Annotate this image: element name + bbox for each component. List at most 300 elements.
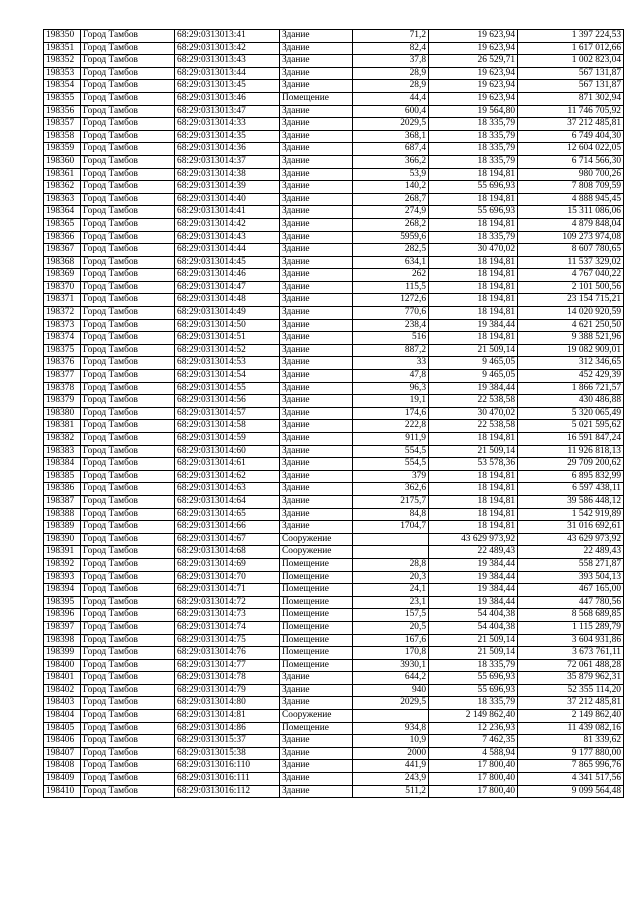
cell-object-type: Здание [280,735,353,748]
cell-row-number: 198403 [44,697,81,710]
cell-cadastral-value: 37 212 485,81 [518,697,624,710]
cell-area: 24,1 [353,584,429,597]
cell-row-number: 198394 [44,584,81,597]
table-row [44,307,624,320]
table-row [44,168,624,181]
cell-specific-value: 26 529,71 [429,55,518,68]
cell-cadastral-value: 81 339,62 [518,735,624,748]
cell-object-type: Помещение [280,92,353,105]
cell-locality: Город Тамбов [81,231,175,244]
table-row [44,546,624,559]
cell-row-number: 198401 [44,672,81,685]
cell-object-type: Помещение [280,596,353,609]
cell-area: 170,8 [353,647,429,660]
cell-object-type: Помещение [280,571,353,584]
cell-object-type: Здание [280,344,353,357]
cell-row-number: 198373 [44,319,81,332]
cell-row-number: 198365 [44,218,81,231]
cell-cadastral-number: 68:29:0313014:69 [175,558,280,571]
cell-row-number: 198406 [44,735,81,748]
cell-specific-value: 9 465,05 [429,370,518,383]
cell-cadastral-number: 68:29:0313014:51 [175,332,280,345]
cell-cadastral-value: 1 115 289,79 [518,621,624,634]
cell-cadastral-number: 68:29:0313013:41 [175,30,280,43]
cell-specific-value: 53 578,36 [429,458,518,471]
cell-area: 379 [353,470,429,483]
cell-cadastral-number: 68:29:0313014:60 [175,445,280,458]
cell-area: 911,9 [353,433,429,446]
table-row [44,231,624,244]
cell-row-number: 198398 [44,634,81,647]
cell-cadastral-value: 35 879 962,31 [518,672,624,685]
cell-locality: Город Тамбов [81,269,175,282]
cell-cadastral-number: 68:29:0313014:67 [175,533,280,546]
table-row [44,344,624,357]
cell-cadastral-number: 68:29:0313014:59 [175,433,280,446]
cell-specific-value: 18 335,79 [429,231,518,244]
cell-specific-value: 19 384,44 [429,596,518,609]
cell-specific-value: 18 335,79 [429,697,518,710]
cell-locality: Город Тамбов [81,244,175,257]
cell-object-type: Здание [280,521,353,534]
cell-area: 282,5 [353,244,429,257]
cell-area [353,546,429,559]
cell-row-number: 198410 [44,785,81,798]
table-row [44,710,624,723]
cell-area: 644,2 [353,672,429,685]
table-row [44,533,624,546]
cell-cadastral-number: 68:29:0313013:45 [175,80,280,93]
cell-specific-value: 18 194,81 [429,256,518,269]
cell-specific-value: 18 194,81 [429,495,518,508]
cell-cadastral-number: 68:29:0313014:63 [175,483,280,496]
cell-cadastral-number: 68:29:0313014:70 [175,571,280,584]
cell-object-type: Здание [280,244,353,257]
cell-cadastral-value: 1 542 919,89 [518,508,624,521]
table-row [44,357,624,370]
table-row [44,785,624,798]
table-row [44,407,624,420]
cell-cadastral-number: 68:29:0313014:54 [175,370,280,383]
table-row [44,508,624,521]
cell-area: 47,8 [353,370,429,383]
cell-cadastral-number: 68:29:0313014:65 [175,508,280,521]
cell-specific-value: 18 194,81 [429,168,518,181]
cell-specific-value: 21 509,14 [429,445,518,458]
cell-object-type: Здание [280,395,353,408]
table-row [44,634,624,647]
cell-cadastral-number: 68:29:0313014:79 [175,684,280,697]
cell-cadastral-number: 68:29:0313014:43 [175,231,280,244]
table-row [44,269,624,282]
cell-locality: Город Тамбов [81,370,175,383]
cell-locality: Город Тамбов [81,621,175,634]
cell-cadastral-value: 4 621 250,50 [518,319,624,332]
table-row [44,458,624,471]
table-row [44,495,624,508]
cell-area: 20,3 [353,571,429,584]
cell-cadastral-value: 558 271,87 [518,558,624,571]
cell-row-number: 198362 [44,181,81,194]
cell-object-type: Здание [280,55,353,68]
cell-cadastral-value: 1 002 823,04 [518,55,624,68]
cell-locality: Город Тамбов [81,105,175,118]
cell-specific-value: 30 470,02 [429,407,518,420]
cell-cadastral-number: 68:29:0313014:36 [175,143,280,156]
cell-cadastral-value: 12 604 022,05 [518,143,624,156]
cell-area: 268,7 [353,193,429,206]
cell-cadastral-value: 22 489,43 [518,546,624,559]
cell-cadastral-number: 68:29:0313014:53 [175,357,280,370]
cell-object-type: Здание [280,105,353,118]
cell-specific-value: 12 236,93 [429,722,518,735]
cell-object-type: Здание [280,470,353,483]
cell-row-number: 198376 [44,357,81,370]
cell-cadastral-value: 6 895 832,99 [518,470,624,483]
table-row [44,143,624,156]
cell-area: 770,6 [353,307,429,320]
cell-row-number: 198381 [44,420,81,433]
cell-specific-value: 18 194,81 [429,307,518,320]
cell-cadastral-number: 68:29:0313014:50 [175,319,280,332]
cell-object-type: Здание [280,495,353,508]
cell-cadastral-value: 72 061 488,28 [518,659,624,672]
cell-area: 33 [353,357,429,370]
cell-cadastral-number: 68:29:0313014:33 [175,118,280,131]
cell-area: 44,4 [353,92,429,105]
cell-cadastral-value: 43 629 973,92 [518,533,624,546]
cell-area: 167,6 [353,634,429,647]
cell-specific-value: 19 564,80 [429,105,518,118]
cell-locality: Город Тамбов [81,420,175,433]
cell-specific-value: 19 623,94 [429,67,518,80]
cell-area: 511,2 [353,785,429,798]
cell-locality: Город Тамбов [81,508,175,521]
table-row [44,105,624,118]
cell-specific-value: 18 194,81 [429,433,518,446]
cell-cadastral-number: 68:29:0313015:38 [175,747,280,760]
cell-area: 554,5 [353,445,429,458]
cell-cadastral-value: 9 388 521,96 [518,332,624,345]
cell-object-type: Здание [280,168,353,181]
cell-object-type: Здание [280,319,353,332]
cell-row-number: 198387 [44,495,81,508]
cell-cadastral-value: 5 021 595,62 [518,420,624,433]
cell-object-type: Здание [280,193,353,206]
cell-locality: Город Тамбов [81,55,175,68]
cell-locality: Город Тамбов [81,659,175,672]
cell-area: 362,6 [353,483,429,496]
table-row [44,747,624,760]
cell-locality: Город Тамбов [81,735,175,748]
table-row [44,722,624,735]
table-row [44,118,624,131]
table-row [44,206,624,219]
cell-specific-value: 4 588,94 [429,747,518,760]
table-row [44,735,624,748]
cell-cadastral-number: 68:29:0313013:47 [175,105,280,118]
cell-cadastral-value: 23 154 715,21 [518,294,624,307]
cell-row-number: 198377 [44,370,81,383]
cell-object-type: Здание [280,294,353,307]
cell-cadastral-value: 11 439 082,16 [518,722,624,735]
cell-object-type: Здание [280,332,353,345]
cell-locality: Город Тамбов [81,181,175,194]
cell-specific-value: 54 404,38 [429,609,518,622]
cell-cadastral-value: 3 673 761,11 [518,647,624,660]
cell-cadastral-number: 68:29:0313014:52 [175,344,280,357]
cell-area: 28,9 [353,80,429,93]
cell-area: 687,4 [353,143,429,156]
cell-specific-value: 18 194,81 [429,470,518,483]
cell-object-type: Здание [280,130,353,143]
cell-cadastral-number: 68:29:0313014:72 [175,596,280,609]
cell-specific-value: 54 404,38 [429,621,518,634]
cell-specific-value: 22 538,58 [429,395,518,408]
cell-row-number: 198408 [44,760,81,773]
cell-cadastral-number: 68:29:0313014:62 [175,470,280,483]
table-row [44,42,624,55]
cell-area: 84,8 [353,508,429,521]
cell-area: 1272,6 [353,294,429,307]
cell-object-type: Здание [280,407,353,420]
table-row [44,647,624,660]
cell-locality: Город Тамбов [81,697,175,710]
cell-area: 1704,7 [353,521,429,534]
cell-area: 37,8 [353,55,429,68]
cell-cadastral-number: 68:29:0313014:76 [175,647,280,660]
cell-locality: Город Тамбов [81,647,175,660]
cell-cadastral-value: 467 165,00 [518,584,624,597]
cell-cadastral-number: 68:29:0313016:112 [175,785,280,798]
cell-object-type: Помещение [280,584,353,597]
cell-cadastral-number: 68:29:0313014:74 [175,621,280,634]
cell-object-type: Сооружение [280,546,353,559]
cell-area: 366,2 [353,155,429,168]
table-row [44,67,624,80]
table-row [44,193,624,206]
cell-row-number: 198402 [44,684,81,697]
cell-object-type: Здание [280,684,353,697]
cell-row-number: 198380 [44,407,81,420]
cell-row-number: 198386 [44,483,81,496]
cell-specific-value: 55 696,93 [429,206,518,219]
cell-specific-value: 18 335,79 [429,118,518,131]
cell-cadastral-value: 4 879 848,04 [518,218,624,231]
table-row [44,609,624,622]
table-row [44,697,624,710]
cell-area [353,710,429,723]
cell-object-type: Здание [280,181,353,194]
table-row [44,92,624,105]
cell-area: 2000 [353,747,429,760]
table-row [44,30,624,43]
cell-area: 274,9 [353,206,429,219]
cell-locality: Город Тамбов [81,143,175,156]
cell-cadastral-value: 7 808 709,59 [518,181,624,194]
cell-row-number: 198378 [44,382,81,395]
cell-cadastral-value: 393 504,13 [518,571,624,584]
cell-object-type: Здание [280,370,353,383]
cell-specific-value: 9 465,05 [429,357,518,370]
cell-area: 140,2 [353,181,429,194]
cell-locality: Город Тамбов [81,722,175,735]
cell-row-number: 198379 [44,395,81,408]
cell-object-type: Помещение [280,634,353,647]
cell-object-type: Помещение [280,647,353,660]
cell-cadastral-value: 9 177 880,00 [518,747,624,760]
table-row [44,281,624,294]
cell-locality: Город Тамбов [81,168,175,181]
cell-locality: Город Тамбов [81,596,175,609]
cell-object-type: Здание [280,231,353,244]
cell-specific-value: 19 384,44 [429,584,518,597]
cell-row-number: 198396 [44,609,81,622]
table-row [44,521,624,534]
cell-locality: Город Тамбов [81,747,175,760]
cell-object-type: Здание [280,281,353,294]
cell-cadastral-value: 1 617 012,66 [518,42,624,55]
table-row [44,659,624,672]
cell-row-number: 198363 [44,193,81,206]
cell-row-number: 198375 [44,344,81,357]
cell-cadastral-number: 68:29:0313014:44 [175,244,280,257]
cell-object-type: Сооружение [280,710,353,723]
cell-object-type: Здание [280,80,353,93]
cell-locality: Город Тамбов [81,760,175,773]
table-row [44,218,624,231]
cell-specific-value: 19 623,94 [429,92,518,105]
cell-cadastral-value: 4 341 517,56 [518,773,624,786]
cell-area: 222,8 [353,420,429,433]
cell-object-type: Здание [280,445,353,458]
cell-area: 53,9 [353,168,429,181]
cell-cadastral-number: 68:29:0313014:58 [175,420,280,433]
cell-cadastral-number: 68:29:0313014:61 [175,458,280,471]
table-row [44,760,624,773]
cell-specific-value: 17 800,40 [429,785,518,798]
cell-specific-value: 17 800,40 [429,760,518,773]
cell-cadastral-number: 68:29:0313013:44 [175,67,280,80]
table-row [44,181,624,194]
table-row [44,332,624,345]
cell-area: 23,1 [353,596,429,609]
cell-object-type: Здание [280,747,353,760]
cell-object-type: Здание [280,785,353,798]
cell-row-number: 198371 [44,294,81,307]
cell-cadastral-number: 68:29:0313014:55 [175,382,280,395]
cell-cadastral-value: 11 537 329,02 [518,256,624,269]
cell-object-type: Здание [280,697,353,710]
cell-row-number: 198395 [44,596,81,609]
cell-specific-value: 18 335,79 [429,130,518,143]
table-row [44,621,624,634]
cell-object-type: Здание [280,433,353,446]
cell-cadastral-value: 8 568 689,85 [518,609,624,622]
cell-area: 600,4 [353,105,429,118]
cell-cadastral-number: 68:29:0313014:37 [175,155,280,168]
cell-area: 20,5 [353,621,429,634]
cell-row-number: 198369 [44,269,81,282]
cell-cadastral-value: 15 311 086,06 [518,206,624,219]
cell-area: 262 [353,269,429,282]
cell-locality: Город Тамбов [81,785,175,798]
table-row [44,420,624,433]
cell-row-number: 198388 [44,508,81,521]
cell-specific-value: 19 623,94 [429,30,518,43]
cell-cadastral-number: 68:29:0313014:40 [175,193,280,206]
cell-object-type: Здание [280,382,353,395]
cell-cadastral-number: 68:29:0313014:47 [175,281,280,294]
cell-row-number: 198351 [44,42,81,55]
cadastral-value-table [43,29,624,798]
cell-row-number: 198407 [44,747,81,760]
cell-specific-value: 22 538,58 [429,420,518,433]
cell-row-number: 198350 [44,30,81,43]
cell-row-number: 198353 [44,67,81,80]
cell-row-number: 198374 [44,332,81,345]
cell-locality: Город Тамбов [81,407,175,420]
cell-specific-value: 21 509,14 [429,344,518,357]
cell-area: 10,9 [353,735,429,748]
cell-cadastral-value: 6 714 566,30 [518,155,624,168]
cell-area: 96,3 [353,382,429,395]
cell-row-number: 198397 [44,621,81,634]
cell-specific-value: 18 194,81 [429,521,518,534]
cell-cadastral-value: 871 302,94 [518,92,624,105]
cell-row-number: 198409 [44,773,81,786]
cell-cadastral-value: 567 131,87 [518,67,624,80]
cell-cadastral-number: 68:29:0313014:45 [175,256,280,269]
table-row [44,130,624,143]
cell-area: 368,1 [353,130,429,143]
cell-row-number: 198389 [44,521,81,534]
cell-row-number: 198354 [44,80,81,93]
cell-cadastral-number: 68:29:0313014:77 [175,659,280,672]
cell-cadastral-value: 447 780,56 [518,596,624,609]
table-row [44,483,624,496]
cell-specific-value: 30 470,02 [429,244,518,257]
cell-row-number: 198391 [44,546,81,559]
cell-cadastral-value: 2 101 500,56 [518,281,624,294]
cell-cadastral-value: 52 355 114,20 [518,684,624,697]
cell-row-number: 198404 [44,710,81,723]
cell-row-number: 198367 [44,244,81,257]
cell-locality: Город Тамбов [81,495,175,508]
cell-specific-value: 18 194,81 [429,483,518,496]
cell-cadastral-number: 68:29:0313013:43 [175,55,280,68]
cell-specific-value: 55 696,93 [429,672,518,685]
cell-cadastral-number: 68:29:0313014:46 [175,269,280,282]
cell-locality: Город Тамбов [81,193,175,206]
cell-object-type: Здание [280,269,353,282]
cell-cadastral-number: 68:29:0313014:68 [175,546,280,559]
cell-object-type: Помещение [280,558,353,571]
cell-row-number: 198364 [44,206,81,219]
table-row [44,155,624,168]
table-row [44,433,624,446]
cell-locality: Город Тамбов [81,256,175,269]
cell-specific-value: 2 149 862,40 [429,710,518,723]
cell-row-number: 198390 [44,533,81,546]
cell-cadastral-value: 11 746 705,92 [518,105,624,118]
cell-object-type: Здание [280,458,353,471]
cell-object-type: Помещение [280,609,353,622]
cell-cadastral-number: 68:29:0313014:49 [175,307,280,320]
cell-object-type: Здание [280,42,353,55]
cell-object-type: Здание [280,143,353,156]
cell-object-type: Здание [280,508,353,521]
